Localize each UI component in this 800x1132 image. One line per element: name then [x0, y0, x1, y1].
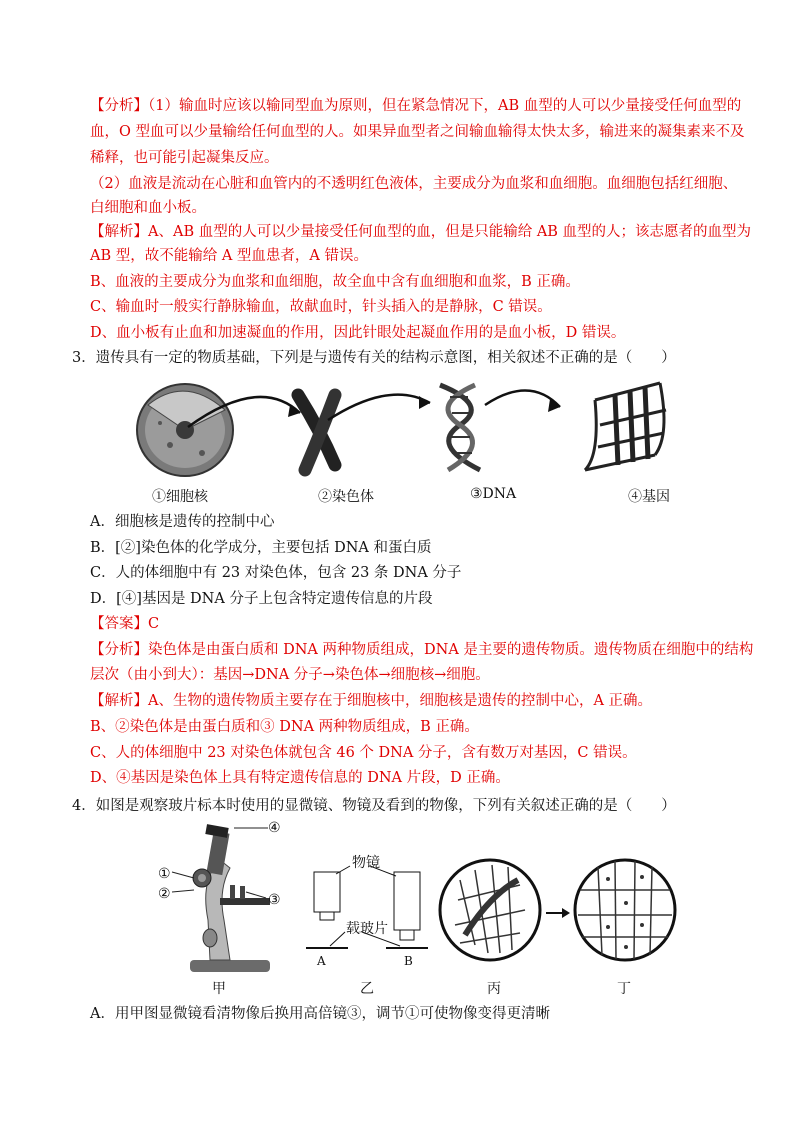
fig-label-nucleus: ①细胞核: [152, 489, 208, 505]
dna-helix-drawing: [440, 385, 480, 470]
q3-option-b: B．[②]染色体的化学成分，主要包括 DNA 和蛋白质: [90, 540, 432, 556]
q2-explain-line-3: B、血液的主要成分为血浆和血细胞，故全血中含有血细胞和血浆，B 正确。: [90, 274, 580, 290]
label-slide: 载玻片: [346, 921, 388, 937]
fig-label-dna: ③DNA: [470, 486, 517, 502]
q3-answer: 【答案】C: [90, 616, 160, 632]
fig-label-yi: 乙: [360, 981, 374, 997]
q2-explain-line-4: C、输血时一般实行静脉输血，故献血时，针头插入的是静脉，C 错误。: [90, 299, 552, 315]
q3-explain-line-2: B、②染色体是由蛋白质和③ DNA 两种物质组成，B 正确。: [90, 719, 479, 735]
q3-analysis-line-2: 层次（由小到大）：基因→DNA 分子→染色体→细胞核→细胞。: [90, 667, 490, 683]
fig-label-ding: 丁: [617, 981, 631, 997]
q3-explain-line-1: 【解析】A、生物的遗传物质主要存在于细胞核中，细胞核是遗传的控制中心，A 正确。: [90, 693, 653, 709]
q2-analysis-line-1: 【分析】（1）输血时应该以输同型血为原则，但在紧急情况下，AB 血型的人可以少量接受任何血型的: [90, 98, 742, 114]
fig-label-gene: ④基因: [628, 489, 670, 505]
callout-1: ①: [158, 866, 171, 882]
callout-4: ④: [268, 820, 281, 836]
microscope-views-figure: [440, 855, 680, 970]
q2-explain-line-1: 【解析】A、AB 血型的人可以少量接受任何血型的血，但是只能输给 AB 血型的人；该志愿者的血型为: [90, 224, 752, 240]
chromosome-drawing: [298, 395, 335, 470]
q4-stem: 4．如图是观察玻片标本时使用的显微镜、物镜及看到的物像，下列有关叙述正确的是（ ）: [72, 798, 676, 814]
q3-explain-line-3: C、人的体细胞中 23 对染色体就包含 46 个 DNA 分子，含有数万对基因，C 错误。: [90, 745, 637, 761]
callout-3: ③: [268, 892, 281, 908]
label-lens-b: B: [404, 954, 413, 968]
q2-analysis-line-4: （2）血液是流动在心脏和血管内的不透明红色液体，主要成分为血浆和血细胞。血细胞包括红细胞、: [90, 176, 738, 192]
q3-stem: 3．遗传具有一定的物质基础，下列是与遗传有关的结构示意图，相关叙述不正确的是（ ）: [72, 350, 676, 366]
q3-figure: [130, 375, 690, 505]
q2-analysis-line-5: 白细胞和血小板。: [90, 200, 206, 216]
fig-label-chromosome: ②染色体: [318, 489, 374, 505]
q4-option-a: A．用甲图显微镜看清物像后换用高倍镜③，调节①可使物像变得更清晰: [90, 1006, 550, 1022]
callout-2: ②: [158, 886, 171, 902]
q2-analysis-line-3: 稀释，也可能引起凝集反应。: [90, 150, 279, 166]
q2-explain-line-2: AB 型，故不能输给 A 型血患者，A 错误。: [90, 248, 369, 264]
fig-label-bing: 丙: [487, 981, 501, 997]
q3-option-c: C．人的体细胞中有 23 对染色体，包含 23 条 DNA 分子: [90, 565, 462, 581]
q2-analysis-line-2: 血，O 型血可以少量输给任何血型的人。如果异血型者之间输血输得太快太多，输进来的凝集素来不及: [90, 124, 745, 140]
q3-option-a: A．细胞核是遗传的控制中心: [90, 514, 275, 530]
label-objective-lens: 物镜: [352, 855, 380, 871]
q3-option-d: D．[④]基因是 DNA 分子上包含特定遗传信息的片段: [90, 591, 433, 607]
q3-analysis-line-1: 【分析】染色体是由蛋白质和 DNA 两种物质组成，DNA 是主要的遗传物质。遗传物质在细胞中的结构: [90, 642, 754, 658]
objective-lenses-figure: [300, 860, 440, 960]
q2-explain-line-5: D、血小板有止血和加速凝血的作用，因此针眼处起凝血作用的是血小板，D 错误。: [90, 325, 626, 341]
label-lens-a: A: [317, 954, 326, 968]
fig-label-jia: 甲: [212, 981, 226, 997]
gene-ladder-drawing: [585, 383, 666, 470]
cell-nucleus-drawing: [137, 384, 233, 476]
q3-explain-line-4: D、④基因是染色体上具有特定遗传信息的 DNA 片段，D 正确。: [90, 770, 510, 786]
